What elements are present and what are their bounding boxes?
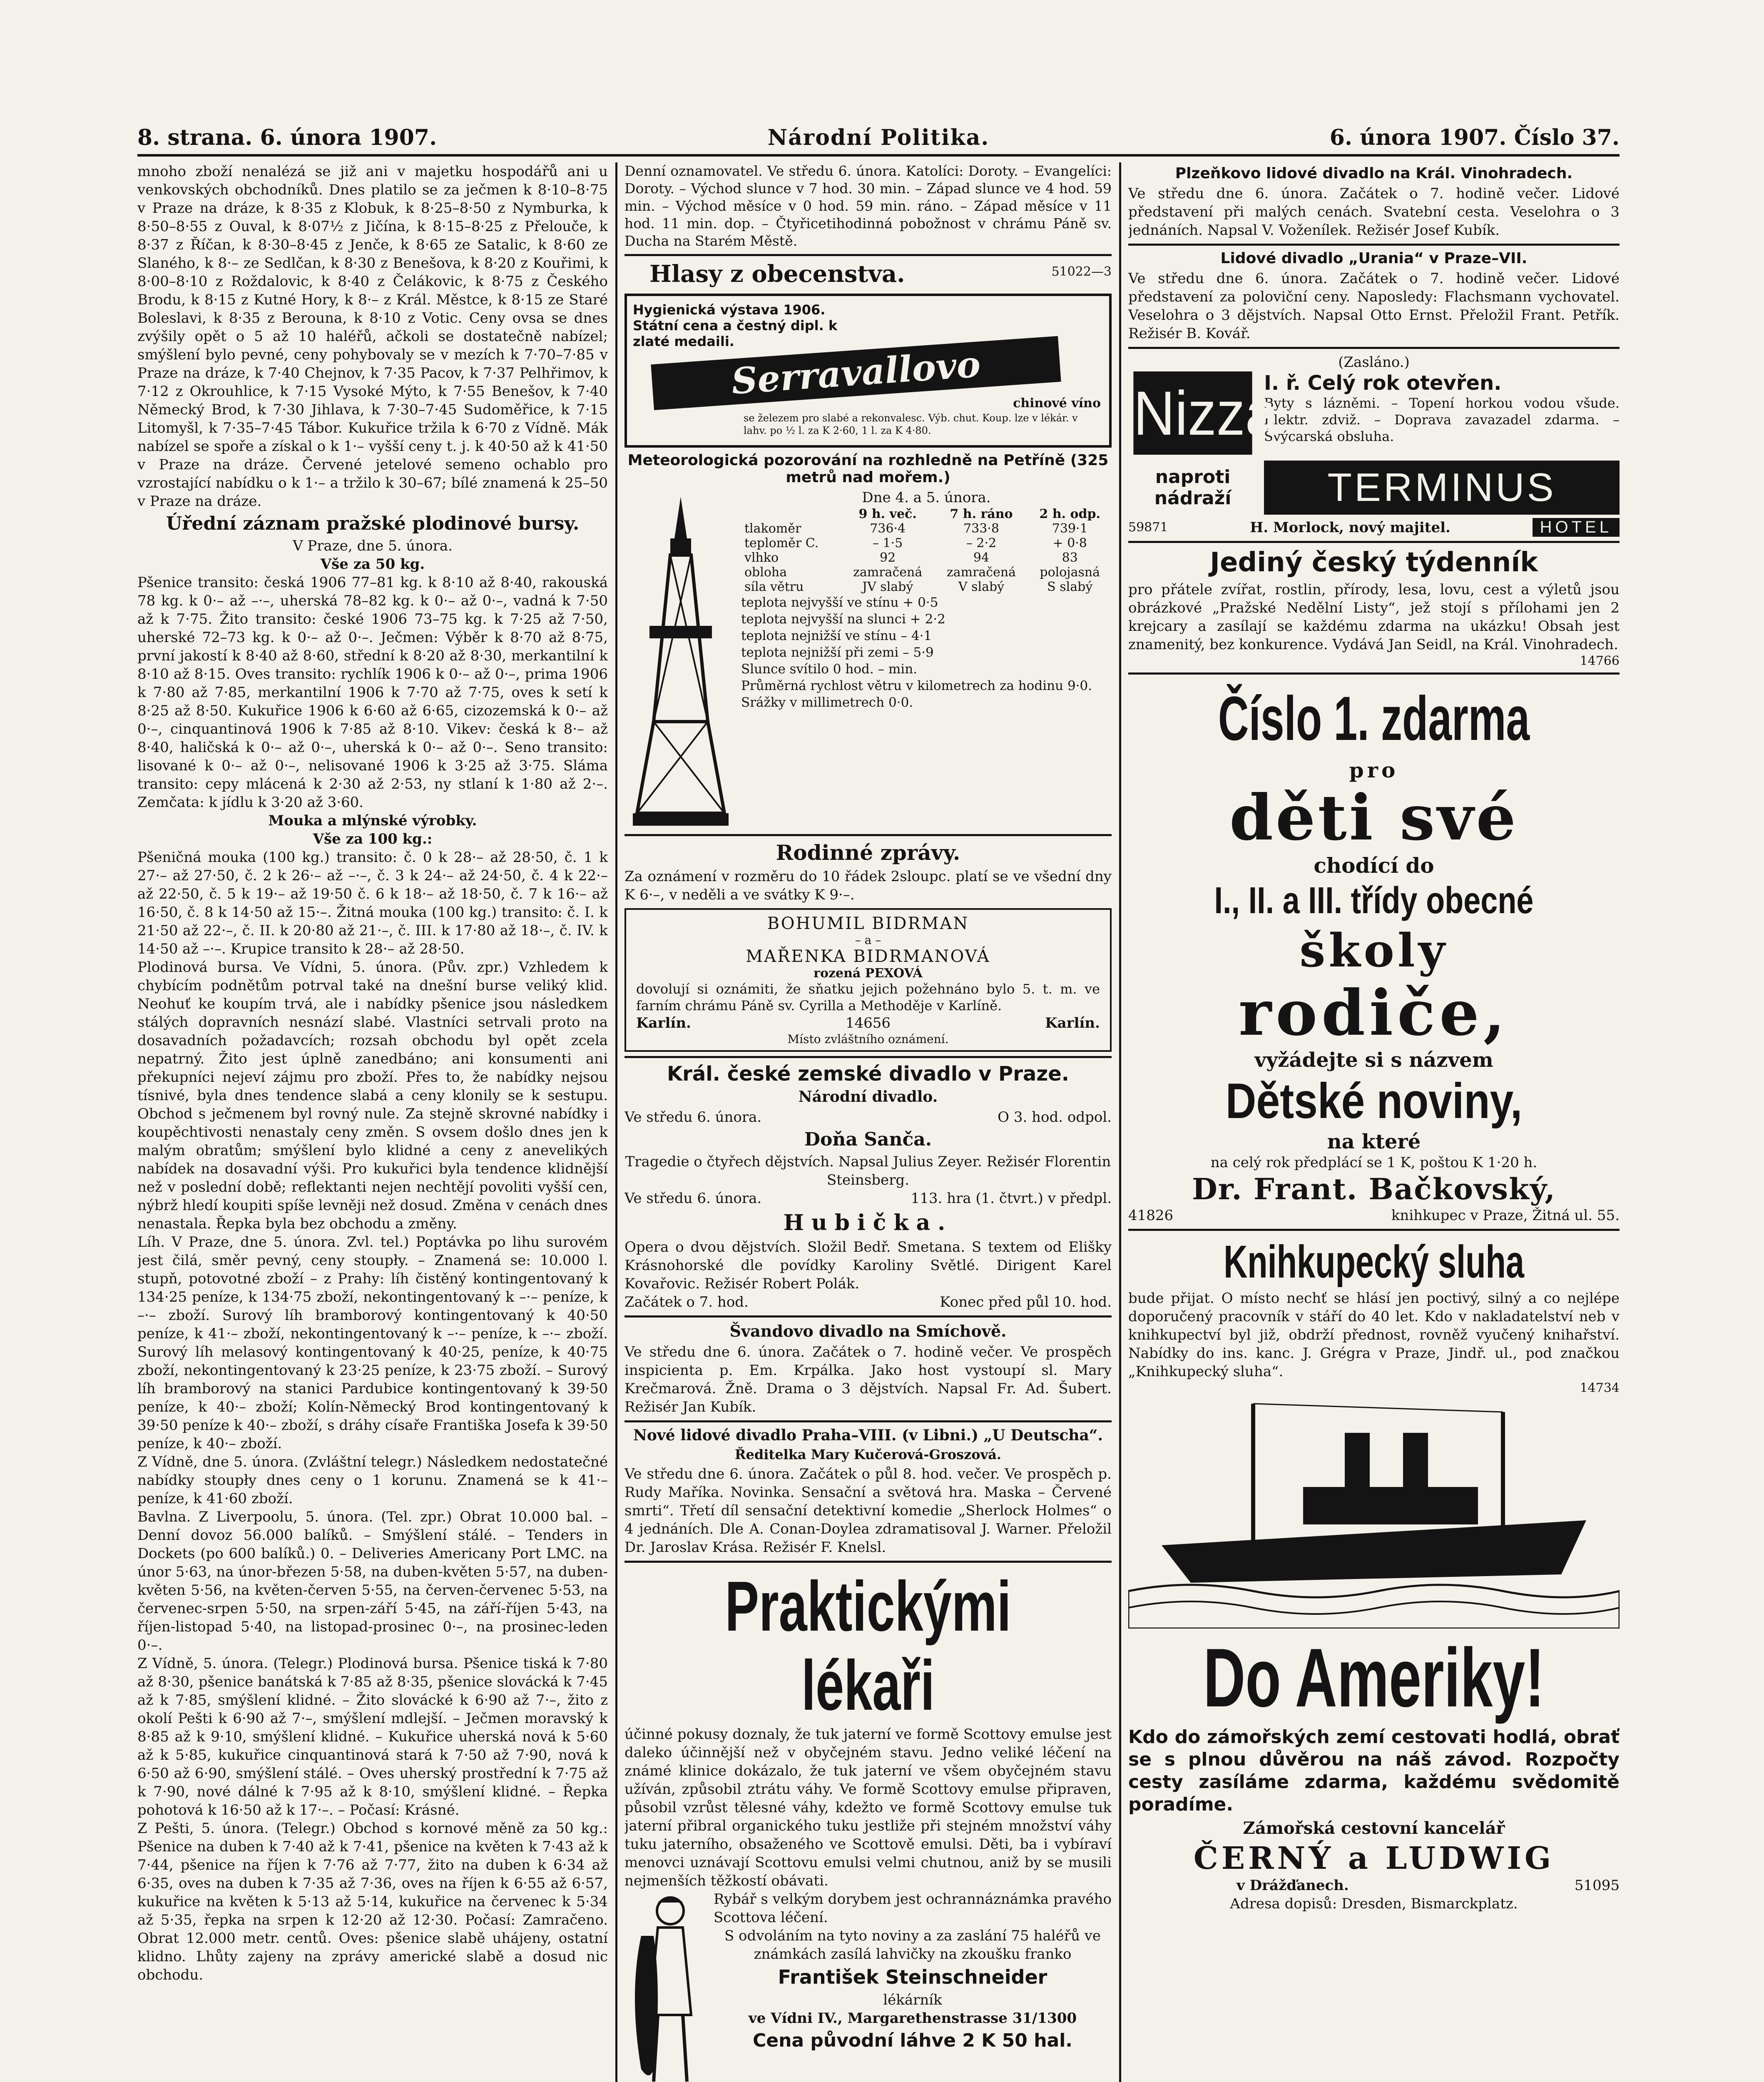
- article-paragraph: Z Pešti, 5. února. (Telegr.) Obchod s kornové měně za 50 kg.: Pšenice na duben k 7·40 až k 7·41, pšenice na květen k 7·43 až k 7·44, pšenice na říjen k 7·76 až 7·77, žito na duben k 6·34 až 6·35, oves na duben k 7·35 až 7·36, oves na říjen k 6·55 až 6·57, kukuřice na květen k 5·13 až 5·14, kukuřice na červenec k 5·34 až 5·35, řepka na srpen k 12·20 až 12·30. Počasí: Zamračeno. Obrat 12.000 metr. centů. Oves: pšenice slabě uhájeny, ostatní klidno. Lhůty zajeny na zprávy americké slabě a dosud nic obchodu.: [137, 1820, 608, 1983]
- ad-headline: I. ř. Celý rok otevřen.: [1264, 371, 1502, 395]
- scott-ad-headline: Praktickými: [725, 1567, 1011, 1646]
- divider: [1128, 244, 1620, 246]
- grain-report-intro: mnoho zboží nenalézá se již ani v majetku hospodářů ani u venkovských obchodníků. Dnes platilo se za ječmen k 8·10–8·75 v Praze na dráze, k 8·35 z Klobuk, k 8·25–8·50 z Nymburka, k 8·50–8·55 z Ouval, k 8·07½ z Jičína, k 8·15–8·25 z Přelouče, k 8·37 z Říčan, k 8·30–8·45 z Jenče, k 8·65 ze Sataliс, k 8·60 ze Slaného, k 8·– ze Sedlčan, k 8·30 z Benešova, k 8·20 z Kouřimi, k 8·00–8·10 z Roždalovic, k 8·40 z Čelákovic, k 8·75 z Českého Brodu, k 8·15 z Kutné Hory, k 8·– z Král. Městce, k 8·15 ze Staré Boleslavi, k 8·35 z Berouna, k 8·10 z Votic. Ceny ovsa se dnes zvýšily opět o 5 až 10 haléřů, ačkoli se dostatečně nabízel; smýšlení bylo pevné, ceny pohybovaly se v mezích k 7·70–7·85 v Praze na dráze, k 7·40 Chejnov, k 7·35 Pacov, k 7·37 Pelhřimov, k 7·12 z Okrouhlice, k 7·15 Vysoké Mýto, k 7·55 Benešov, k 7·40 Německý Brod, k 7·30 Jihlava, k 7·30–7·45 Sudoměřice, k 7·15 Litomyšl, k 7·35–7·45 Tábor. Kukuřice tržila k 6·70 z Vídně. Mák nabízel se spoře a získal o k 1·– vyšší ceny t. j. k 40·50 až k 41·50 v Praze na dráze. Červené jetelové semeno ochablo pro vzrostající nabídku o k 1·– a tržilo k 30–67; bílé znamená k 25–50 v Praze na dráze.: [137, 163, 608, 510]
- table-cell: S slabý: [1047, 580, 1093, 594]
- weather-table: [741, 507, 1112, 594]
- article-paragraph: Za oznámení v rozměru do 10 řádek 2sloupc. platí se ve všední dny K 6·–, v neděli a ve svátky K 9·–.: [624, 868, 1112, 903]
- hotel-label: HOTEL: [1533, 518, 1620, 537]
- ad-number: 51022—3: [1051, 264, 1112, 279]
- table-header: [741, 507, 841, 521]
- article-paragraph: Bavlna. Z Liverpoolu, 5. února. (Tel. zpr.) Obrat 10.000 bal. – Denní dovoz 56.000 balíků. – Smýšlení stálé. – Tenders in Dockets (po 600 balíků.) 0. – Deliveries Americany Port LMC. na únor 5·63, na únor-březen 5·58, na duben-květen 5·57, na duben-květen 5·56, na květen-červen 5·55, na červen-červenec 5·53, na červenec-srpen 5·50, na srpen-září 5·45, na září-říjen 5·43, na říjen-listopad 5·40, na listopad-prosinec 0·–, na prosinec-leden 0·–.: [137, 1509, 608, 1654]
- ad-address: Adresa dopisů: Dresden, Bismarckplatz.: [1230, 1895, 1518, 1912]
- section-subtitle: V Praze, dne 5. února.: [293, 538, 453, 554]
- article-paragraph: Líh. V Praze, dne 5. února. Zvl. tel.) Poptávka po lihu surovém jest čilá, směr pevný, ceny stoupły. – Znamená se: 10.000 l. stupň, potovotné zboží – z Prahy: líh čistěný kontingentovaný k 134·25 peníze, k 134·75 zboží, nekontingentovaný k –·– peníze, k –·– zboží. Surový líh bramborový kontingentovaný k 40·50 peníze, k 41·– zboží, nekontingentovaný k –·– peníze, k –·– zboží. Surový líh melasový kontingentovaný k 40·25, peníze, k 40·75 zboží, nekontingentovaný k 23·25 peníze, k 23·75 zboží. – Surový líh bramborový na stanici Pardubice kontingentovaný k 39·50 peníze, k 40·– zboží; Kolín-Německý Brod kontingentovaný k 39·50 peníze k 40·– zboží, s dráhy císaře Františka Josefa k 39·50 peníze, k 40·– zboží.: [137, 1234, 608, 1452]
- table-row: [741, 550, 1112, 565]
- table-row: [741, 521, 1112, 536]
- performance-desc: Ve středu dne 6. února. Začátek o půl 8. hod. večer. Ve prospěch p. Rudy Maříka. Novinka. Sensační a světová hra. Maska – Červené smrti“. Třetí díl sensační detektivní komedie „Sherlock Holmes“ o 4 jednáních. Dle A. Conan-Doylea zdramatisoval J. Warner. Přeložil Dr. Jaroslav Krása. Režisér F. Knelsl.: [624, 1466, 1112, 1556]
- section-subtitle: Vše za 100 kg.:: [313, 831, 433, 847]
- ad-number: 51095: [1574, 1877, 1620, 1894]
- dn-ad-line: děti své: [1229, 781, 1518, 854]
- divider: [624, 1056, 1112, 1058]
- announcement-city: Karlín.: [1045, 1015, 1100, 1031]
- weather-line: teplota nejnižší při zemi – 5·9: [741, 645, 934, 660]
- performance-info: [624, 1293, 1112, 1311]
- table-header: 2 h. odp.: [1039, 507, 1100, 521]
- announcement-footer: [636, 1014, 1100, 1032]
- divider: [624, 1315, 1112, 1317]
- announcement-line: Místo zvláštního oznámení.: [787, 1032, 949, 1046]
- page-header: [137, 125, 1620, 157]
- table-cell: 736·4: [870, 521, 906, 536]
- ad-line: se železem pro slabé a rekonvalesc. Výb. chut. Koup. lze v lékár. v lahv. po ½ l. za K 2·60, 1 l. za K 4·80.: [744, 412, 1078, 436]
- announcement-city: Karlín.: [636, 1015, 691, 1031]
- ad-price: Cena původní láhve 2 K 50 hal.: [752, 2030, 1073, 2051]
- theatre-subtitle: Národní divadlo.: [798, 1088, 938, 1106]
- theatre-title: Král. české zemské divadlo v Praze.: [667, 1062, 1070, 1086]
- table-cell: – 1·5: [873, 536, 903, 550]
- hotel-owner: H. Morlock, nový majitel.: [1250, 519, 1451, 536]
- weather-line: Slunce svítilo 0 hod. – min.: [741, 662, 918, 677]
- ad-number: 41826: [1128, 1207, 1174, 1224]
- hotel-ad-text: [1264, 371, 1620, 445]
- article-paragraph: Z Vídně, 5. února. (Telegr.) Plodinová bursa. Pšenice tiská k 7·80 až 8·30, pšenice banátská k 7·85 až 8·35, pšenice slovácká k 7·45 až k 7·85, smýšlení klidné. – Žito slovácké k 6·90 až 7·–, žito z okolí Pešti k 6·90 až 7·–, smýšlení mdlejší. – Ječmen moravský k 8·85 až k 9·10, smýšlení klidné. – Kukuřice uherská nová k 5·60 až k 5·85, kukuřice cinquantinová stará k 7·50 až 7·90, nová k 6·50 až 6·90, smýšlení stálé. – Oves uherský prostřední k 7·75 až k 7·90, nové dálné k 7·95 až k 8·10, smýšlení klidné. – Řepka pohotová k 16·50 až k 17·–. – Počasí: Krásné.: [137, 1655, 608, 1818]
- ad-line: v Drážďanech.: [1237, 1877, 1349, 1894]
- weather-title: Meteorologická pozorování na rozhledně na Petříně (325 metrů nad mořem.): [627, 452, 1109, 486]
- ad-line: chinové víno: [1013, 396, 1101, 411]
- wedding-announcement: [624, 908, 1112, 1052]
- performance-time: O 3. hod. odpol.: [998, 1109, 1112, 1126]
- section-header: [624, 260, 1112, 289]
- ad-footer: [1128, 1876, 1620, 1895]
- weather-date: Dne 4. a 5. února.: [862, 489, 991, 506]
- table-cell: 739·1: [1052, 521, 1088, 536]
- hotel-ad-footer: [1128, 518, 1620, 537]
- table-cell: obloha: [744, 565, 787, 580]
- performance-desc: Ve středu dne 6. února. Začátek o 7. hodině večer. Ve prospěch inspicienta p. Em. Krpálka. Jako host vystoupí sl. Mary Krečmarová. Žně. Drama o 3 dějstvích. Napsal Fr. Ad. Šubert. Režisér Jan Kubík.: [624, 1344, 1112, 1415]
- column-market-reports: [137, 162, 608, 2082]
- page-number-date: 8. strana. 6. února 1907.: [137, 125, 437, 150]
- ad-line: Zámořská cestovní kancelář: [1243, 1818, 1505, 1838]
- theatre-subtitle: Ředitelka Mary Kučerová-Groszová.: [734, 1447, 1002, 1462]
- dn-ad-line: chodící do: [1314, 853, 1434, 878]
- ad-text: S odvoláním na tyto noviny a za zaslání 75 haléřů ve známkách zasílá lahvičky na zkoušku franko: [724, 1928, 1101, 1962]
- table-row: [741, 536, 1112, 550]
- weather-table-block: [741, 488, 1112, 830]
- scott-ad-text: [714, 1890, 1112, 2082]
- serravallo-logo: Serravallovo: [651, 336, 1061, 410]
- ad-text: Rybář s velkým dorybem jest ochrannáznámka pravého Scottova léčení.: [714, 1891, 1112, 1926]
- ad-text: pro přátele zvířat, rostlin, přírody, lesa, lovu, cest a výletů jsou obrázkové „Pražské Nedělní Listy“, jež stojí s přílohami jen 2 krejcary a zasílají se každému zdarma na ukázku! Obsah jest znamenitý, bez konkurence. Vydává Jan Seidl, na Král. Vinohradech.: [1128, 581, 1620, 653]
- divider: [1128, 672, 1620, 675]
- table-cell: síla větru: [744, 580, 804, 594]
- divider: [1128, 1229, 1620, 1231]
- table-cell: – 2·2: [966, 536, 997, 550]
- column-divider: [615, 162, 617, 2082]
- hotel-ad-top: [1128, 371, 1620, 455]
- column-middle: [624, 162, 1112, 2082]
- weather-line: Srážky v millimetrech 0·0.: [741, 695, 913, 710]
- weather-line: teplota nejvyšší na slunci + 2·2: [741, 612, 945, 627]
- performance-info: [624, 1108, 1112, 1126]
- theatre-title: Nové lidové divadlo Praha–VIII. (v Libni.) „U Deutscha“.: [633, 1427, 1103, 1444]
- ad-line: lékárník: [883, 1992, 942, 2008]
- table-cell: V slabý: [958, 580, 1005, 594]
- ad-number: 14766: [1580, 654, 1620, 668]
- weather-line: teplota nejvyšší ve stínu + 0·5: [741, 595, 938, 610]
- performance-desc: Opera o dvou dějstvích. Složil Bedř. Smetana. S textem od Elišky Krásnohorské dle povídky Karoliny Světlé. Dirigent Karel Kovařovic. Režisér Robert Polák.: [624, 1239, 1112, 1292]
- table-row: [741, 580, 1112, 594]
- dn-ad-line: I., II. a III. třídy obecné: [1214, 880, 1534, 921]
- sent-note: (Zasláno.): [1338, 354, 1410, 371]
- table-cell: + 0·8: [1052, 536, 1087, 550]
- announcement-text: dovolují si oznámiti, že sňatku jejich požehnáno bylo 5. t. m. ve farním chrámu Páně sv. Cyrilla a Methoděje v Karlíně.: [636, 981, 1100, 1014]
- performance-date: Ve středu 6. února.: [624, 1109, 762, 1126]
- dn-ad-line: pro: [1349, 758, 1399, 782]
- issue-date-number: 6. února 1907. Číslo 37.: [1329, 125, 1620, 150]
- article-paragraph: Pšenice transito: česká 1906 77–81 kg. k 8·10 až 8·40, rakouská 78 kg. k 0·– až –·–, uherská 78–82 kg. k 0·– až 0·–, vadná k 7·50 až k 7·75. Žito transito: české 1906 73–75 kg. k 7·25 až 7·50, uherské 72–73 kg. k 0·– až 0·–. Ječmen: Výběr k 8·70 až 8·75, první jakostí k 8·40 až 8·60, střední k 8·20 až 8·30, merkantilní k 8·10 až 8·15. Oves transito: rychlík 1906 k 0·– až 0·–, prima 1906 k 7·80 až 7·85, merkantilní 1906 k 7·70 až 7·75, oves k setí k 8·25 až 8·50. Kukuřice 1906 k 6·60 až 6·65, cizozemská k 0·– až 0·–, cinquantinová 1906 k 7·85 až 8·10. Vikev: česká k 8·– až 8·40, haličská k 0·– až 0·–, uherská k 0·– až 0·–. Seno transito: lisované k 0·– až 0·–, nelisované 1906 k 3·25 až 3·75. Sláma transito: cepy mlácená k 2·30 až 2·53, ny stlaní k 1·80 až 2·–. Zemčata: k jídlu k 3·20 až 3·60.: [137, 574, 608, 811]
- ad-text: Kdo do zámořských zemí cestovati hodlá, obrať se s plnou důvěrou na náš závod. Rozpočty cesty zasíláme zdarma, každému svědomitě poradíme.: [1128, 1726, 1620, 1815]
- column-divider: [1119, 162, 1121, 2082]
- performance-title: Hubička.: [783, 1210, 953, 1235]
- ad-text: účinné pokusy doznaly, že tuk jaterní ve formě Scottovy emulse jest daleko účinnější než v obyčejném stavu. Jedno veliké léčení na známé klinice dokázalo, že tuk jaterní ve všem obyčejném stavu užíván, způsobil ztrátu váhy. Ve formě Scottovy emulse připraven, působil vzrůst tělesné váhy, kdežto ve formě Scottovy emulse tuk jaterní přibral organického tuku jestliže při stejném množství váhy tuku jaterního, obsaženého ve Scottově emulsi. Děti, ba i vybíraví menovci uznávají Scottovu emulsi velmi chutnou, aniž by se musili nejmenších těžkostí obávati.: [624, 1726, 1112, 1889]
- weather-line: teplota nejnižší ve stínu – 4·1: [741, 628, 932, 643]
- announcement-line: – a –: [855, 933, 881, 947]
- table-cell: polojasná: [1040, 565, 1100, 580]
- divider: [624, 1561, 1112, 1563]
- theatre-title: Plzeňkovo lidové divadlo na Král. Vinohradech.: [1175, 165, 1573, 182]
- table-cell: 733·8: [963, 521, 999, 536]
- article-paragraph: Pšeničná mouka (100 kg.) transito: č. 0 k 28·– až 28·50, č. 1 k 27·– až 27·50, č. 2 k 26·– až –·–, č. 3 k 24·– až 24·50, č. 4 k 22·– až 22·50, č. 5 k 19·– až 19·50 č. 6 k 18·– až 18·50, č. 7 k 16·– až 16·50, č. 8 k 14·50 až 15·–. Žitná mouka (100 kg.) transito: č. I. k 21·50 až 22·–, č. II. k 20·80 až 21·–, č. III. k 17·80 až 18·–, č. IV. k 14·50 až –·–. Krupice transito k 28·– až 28·50.: [137, 849, 608, 957]
- section-title: Hlasy z obecenstva.: [649, 260, 905, 288]
- dn-ad-line: vyžádejte si s názvem: [1254, 1048, 1493, 1072]
- article-paragraph: Z Vídně, dne 5. února. (Zvláštní telegr.) Následkem nedostatečné nabídky stoupły dnes ceny o 1 korunu. Znamená se k 41·– peníze, k 41·60 zboží.: [137, 1454, 608, 1507]
- theatre-title: Lidové divadlo „Urania“ v Praze–VII.: [1220, 250, 1528, 267]
- performance-desc: Ve středu dne 6. února. Začátek o 7. hodině večer. Lidové představení při malých cenách. Svatební cesta. Veselohra o 3 jednáních. Napsal V. Voženílek. Režisér Josef Kubík.: [1128, 185, 1620, 239]
- nizza-logo: Nizza: [1133, 371, 1252, 455]
- table-header: 9 h. več.: [858, 507, 917, 521]
- performance-title: Doňa Sanča.: [804, 1129, 932, 1150]
- ad-headline: Jediný český týdenník: [1210, 547, 1538, 578]
- scott-ad-lower: [624, 1890, 1112, 2082]
- divider: [624, 254, 1112, 256]
- ad-pharmacist: František Steinschneider: [778, 1966, 1047, 1988]
- dn-ad-footer: [1128, 1206, 1620, 1225]
- dn-ad-line: rodiče,: [1239, 976, 1509, 1050]
- table-cell: 94: [973, 550, 990, 565]
- ad-text: bude přijat. O místo nechť se hlásí jen poctivý, silný a co nejlépe doporučený pracovník v stáří do 40 let. Kdo v nakladatelství neb v knihkupectví byl již, obdrží přednost, rovněž vyučený knihařství. Nabídky do ins. kanc. J. Grégra v Praze, Jindř. ul., pod značkou „Knihkupecký sluha“.: [1128, 1290, 1620, 1380]
- table-cell: teploměr C.: [744, 536, 819, 550]
- column-right: [1128, 162, 1620, 2082]
- performance-date: Ve středu 6. února.: [624, 1190, 762, 1207]
- table-cell: vlhko: [744, 550, 779, 565]
- scott-ad-headline: lékaři: [801, 1646, 935, 1725]
- table-cell: zamračená: [853, 565, 923, 580]
- performance-info: [624, 1189, 1112, 1208]
- performance-desc: Tragedie o čtyřech dějstvích. Napsal Julius Zeyer. Režisér Florentin Steinsberg.: [625, 1153, 1111, 1188]
- ad-firm: ČERNÝ a LUDWIG: [1193, 1840, 1555, 1876]
- ad-address: knihkupec v Praze, Žitná ul. 55.: [1391, 1207, 1620, 1224]
- hotel-ad-bottom: [1128, 461, 1620, 515]
- ad-line: Hygienická výstava 1906.: [633, 302, 826, 318]
- ad-number: 59871: [1128, 520, 1168, 535]
- petrin-tower-illustration: [624, 488, 737, 830]
- ad-number: 14734: [1580, 1381, 1620, 1395]
- article-paragraph: Plodinová bursa. Ve Vídni, 5. února. (Pův. zpr.) Vzhledem k chybícím podnětům potrval také na dnešní burse veliký klid. Neohuť ke koupím trvá, ale i nabídky pšenice jsou následkem stálých dopravních nesnází slabé. Vlastníci setrvali proto na dosavadních požadavcích; rozsah obchodu byl opět zcela nepatrný. Žito jest úplně zanedbáno; ani konsumenti ani překupníci nejeví zájmu pro zboží. Přes to, že nabídky nejsou tísnivé, byla dnes tendence slabá a ceny klonily se k sestupu. Obchod s ječmenem byl rovný nule. Za stejně skrovné nabídky i koupěchtivosti nenastaly ceny změn. S ovsem došlo dnes jen k malým obratům; smýšlení bylo klidné a ceny z anevelikých nabídek na dosavadní výši. Pro kukuřici byla tendence klidnější než v poslední době; reflektanti nejen nechtějí povoliti vyšší cen, nýbrž hledí koupiti spíše levněji než dosud. Změna v cenách dnes nenastala. Řepka byla bez obchodu a změny.: [137, 959, 608, 1232]
- table-cell: zamračená: [946, 565, 1016, 580]
- weather-section: [624, 488, 1112, 830]
- dn-ad-line: školy: [1299, 924, 1448, 977]
- announcement-line: rozená PEXOVÁ: [814, 966, 923, 981]
- performance-desc: Ve středu dne 6. února. Začátek o 7. hodině večer. Lidové představení za poloviční ceny. Naposledy: Flachsmann vychovatel. Veselohra o 3 dějstvích. Napsal Otto Ernst. Přeložil Frant. Petřík. Režisér B. Kovář.: [1128, 270, 1620, 342]
- ad-number: 14656: [845, 1015, 891, 1031]
- ad-address: ve Vídni IV., Margarethenstrasse 31/1300: [748, 2010, 1077, 2027]
- ad-line: Státní cena a čestný dipl. k zlaté medaili.: [633, 318, 838, 349]
- theatre-title: Švandovo divadlo na Smíchově.: [729, 1322, 1007, 1340]
- dn-ad-line: Dětské noviny,: [1225, 1073, 1523, 1129]
- table-header: 7 h. ráno: [950, 507, 1013, 521]
- divider: [1128, 541, 1620, 543]
- table-cell: 83: [1062, 550, 1078, 565]
- table-cell: JV slabý: [862, 580, 913, 594]
- table-row: [741, 565, 1112, 580]
- announcement-name: MAŘENKA BIDRMANOVÁ: [746, 947, 990, 966]
- section-title: Úřední záznam pražské plodinové bursy.: [166, 513, 580, 534]
- performance-start: Začátek o 7. hod.: [624, 1294, 749, 1310]
- serravallo-ad: [624, 294, 1112, 448]
- section-title: Mouka a mlýnské výrobky.: [268, 812, 477, 829]
- divider: [1128, 347, 1620, 349]
- daily-almanac: Denní oznamovatel. Ve středu 6. února. Katolíci: Doroty. – Evangelíci: Doroty. – Východ slunce v 7 hod. 30 min. – Západ slunce ve 4 hod. 59 min. – Východ měsíce v 0 hod. 59 min. ráno. – Západ měsíce v 11 hod. 11 min. dop. – Čtyřicetihodinná pobožnost v chrámu Páně sv. Ducha na Starém Městě.: [624, 163, 1112, 249]
- performance-time: 113. hra (1. čtvrt.) v předpl.: [911, 1190, 1112, 1207]
- table-row: [741, 507, 1112, 521]
- dn-ad-line: na které: [1327, 1130, 1421, 1153]
- steamship-illustration: [1128, 1395, 1620, 1629]
- masthead-title: Národní Politika.: [767, 125, 990, 150]
- ad-line: naproti nádraží: [1154, 466, 1232, 509]
- table-cell: 92: [880, 550, 896, 565]
- fisherman-with-cod-illustration: [624, 1890, 708, 2082]
- performance-end: Konec před půl 10. hod.: [940, 1294, 1112, 1310]
- announcement-name: BOHUMIL BIDRMAN: [767, 914, 969, 933]
- dn-ad-publisher: Dr. Frant. Bačkovský,: [1192, 1172, 1556, 1206]
- divider: [624, 834, 1112, 836]
- ad-headline: Do Ameriky!: [1203, 1631, 1545, 1724]
- terminus-logo: TERMINUS: [1264, 461, 1620, 515]
- section-subtitle: Vše za 50 kg.: [320, 556, 425, 573]
- dn-ad-headline: Číslo 1. zdarma: [1218, 683, 1530, 753]
- divider: [624, 1420, 1112, 1422]
- ad-text: Byty s lázněmi. – Topení horkou vodou všude. Elektr. zdviž. – Doprava zavazadel zdarma. – Švýcarská obsluha.: [1264, 395, 1620, 444]
- table-cell: tlakoměr: [744, 521, 801, 536]
- ad-headline: Knihkupecký sluha: [1224, 1236, 1524, 1288]
- dn-ad-line: na celý rok předplácí se 1 K, poštou K 1·20 h.: [1210, 1154, 1538, 1171]
- section-title: Rodinné zprávy.: [776, 840, 960, 865]
- weather-line: Průměrná rychlost větru v kilometrech za hodinu 9·0.: [741, 678, 1092, 693]
